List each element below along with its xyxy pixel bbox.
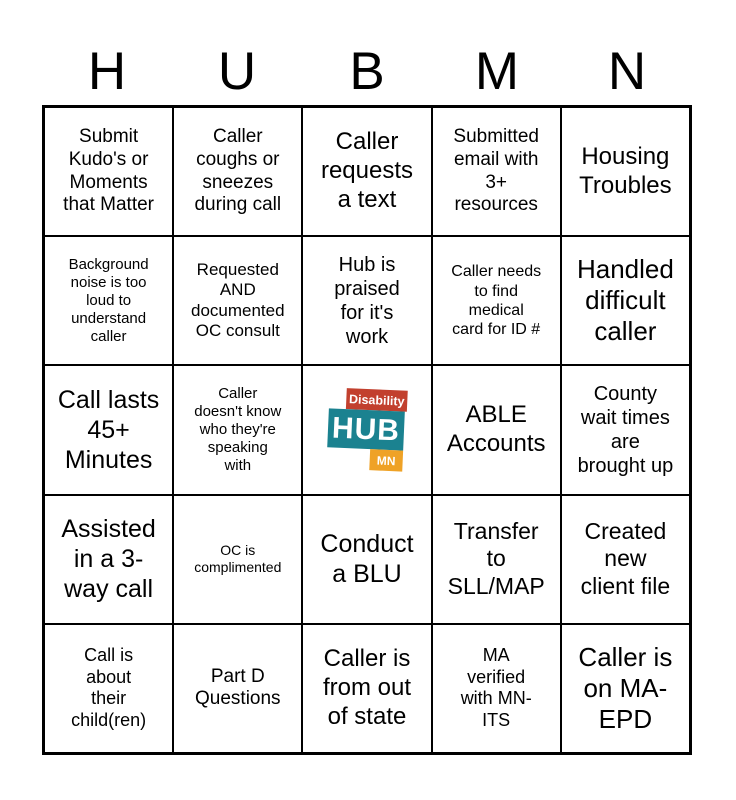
bingo-cell[interactable] xyxy=(562,625,689,752)
bingo-cell[interactable] xyxy=(174,366,301,493)
header-letter-n: N xyxy=(607,42,647,101)
bingo-cell[interactable] xyxy=(45,496,172,623)
bingo-cell[interactable] xyxy=(562,237,689,364)
bingo-cell-text: Submitted email with 3+ resources xyxy=(453,126,539,216)
bingo-cell-text: Caller is from out of state xyxy=(322,645,411,730)
bingo-cell[interactable] xyxy=(433,366,560,493)
logo-mn-banner: MN xyxy=(369,449,403,471)
bingo-cell[interactable] xyxy=(433,108,560,235)
bingo-cell-text: Transfer to SLL/MAP xyxy=(447,517,545,599)
bingo-cell-text: Call lasts 45+ Minutes xyxy=(57,385,160,474)
bingo-cell-text: Submit Kudo's or Moments that Matter xyxy=(63,126,154,216)
logo-disability-banner: Disability xyxy=(346,388,408,412)
bingo-cell[interactable] xyxy=(45,625,172,752)
logo-hub-banner: HUB xyxy=(327,408,405,450)
bingo-cell[interactable] xyxy=(303,108,430,235)
bingo-cell[interactable] xyxy=(174,625,301,752)
bingo-cell-text: Handled difficult caller xyxy=(576,254,674,347)
bingo-cell-text: Caller requests a text xyxy=(320,128,414,213)
bingo-cell-text: Caller coughs or sneezes during call xyxy=(194,126,282,216)
bingo-cell-text: Hub is praised for it's work xyxy=(334,253,400,348)
bingo-cell[interactable] xyxy=(303,366,430,493)
bingo-cell[interactable] xyxy=(45,108,172,235)
bingo-cell[interactable] xyxy=(303,625,430,752)
header-letter-b: B xyxy=(349,42,385,101)
bingo-cell-text: Caller is on MA- EPD xyxy=(578,641,673,734)
bingo-cell[interactable] xyxy=(45,366,172,493)
bingo-cell-text: Caller needs to find medical card for ID # xyxy=(451,263,542,338)
bingo-cell[interactable] xyxy=(562,108,689,235)
bingo-cell-text: ABLE Accounts xyxy=(446,401,546,457)
bingo-cell[interactable] xyxy=(174,237,301,364)
bingo-cell-text: County wait times are brought up xyxy=(577,382,674,477)
bingo-cell[interactable] xyxy=(174,496,301,623)
bingo-cell-text: OC is complimented xyxy=(194,542,282,576)
bingo-cell-text: Housing Troubles xyxy=(579,142,672,199)
header-letter-h: H xyxy=(87,42,127,101)
bingo-cell-text: Caller doesn't know who they're speaking with xyxy=(194,384,282,474)
header-letter-m: M xyxy=(474,42,520,101)
bingo-cell[interactable] xyxy=(562,366,689,493)
bingo-cell-text: Part D Questions xyxy=(195,665,281,710)
bingo-cell-text: Requested AND documented OC consult xyxy=(191,260,285,341)
bingo-cell[interactable] xyxy=(45,237,172,364)
bingo-cell-text: Background noise is too loud to understand caller xyxy=(68,255,149,345)
bingo-grid xyxy=(42,105,692,755)
bingo-cell[interactable] xyxy=(433,496,560,623)
bingo-cell-text: Conduct a BLU xyxy=(320,530,414,589)
bingo-cell[interactable] xyxy=(303,496,430,623)
bingo-cell-text: Assisted in a 3- way call xyxy=(61,515,156,604)
disability-hub-mn-logo xyxy=(326,387,408,472)
bingo-cell[interactable] xyxy=(562,496,689,623)
card-title-letters xyxy=(42,34,692,101)
header-letter-u: U xyxy=(217,42,257,101)
bingo-cell-text: Created new client file xyxy=(580,517,671,599)
bingo-cell[interactable] xyxy=(174,108,301,235)
bingo-cell[interactable] xyxy=(433,237,560,364)
bingo-cell-text: Call is about their child(ren) xyxy=(71,645,147,730)
bingo-cell[interactable] xyxy=(303,237,430,364)
bingo-cell[interactable] xyxy=(433,625,560,752)
bingo-cell-text: MA verified with MN- ITS xyxy=(460,645,532,730)
